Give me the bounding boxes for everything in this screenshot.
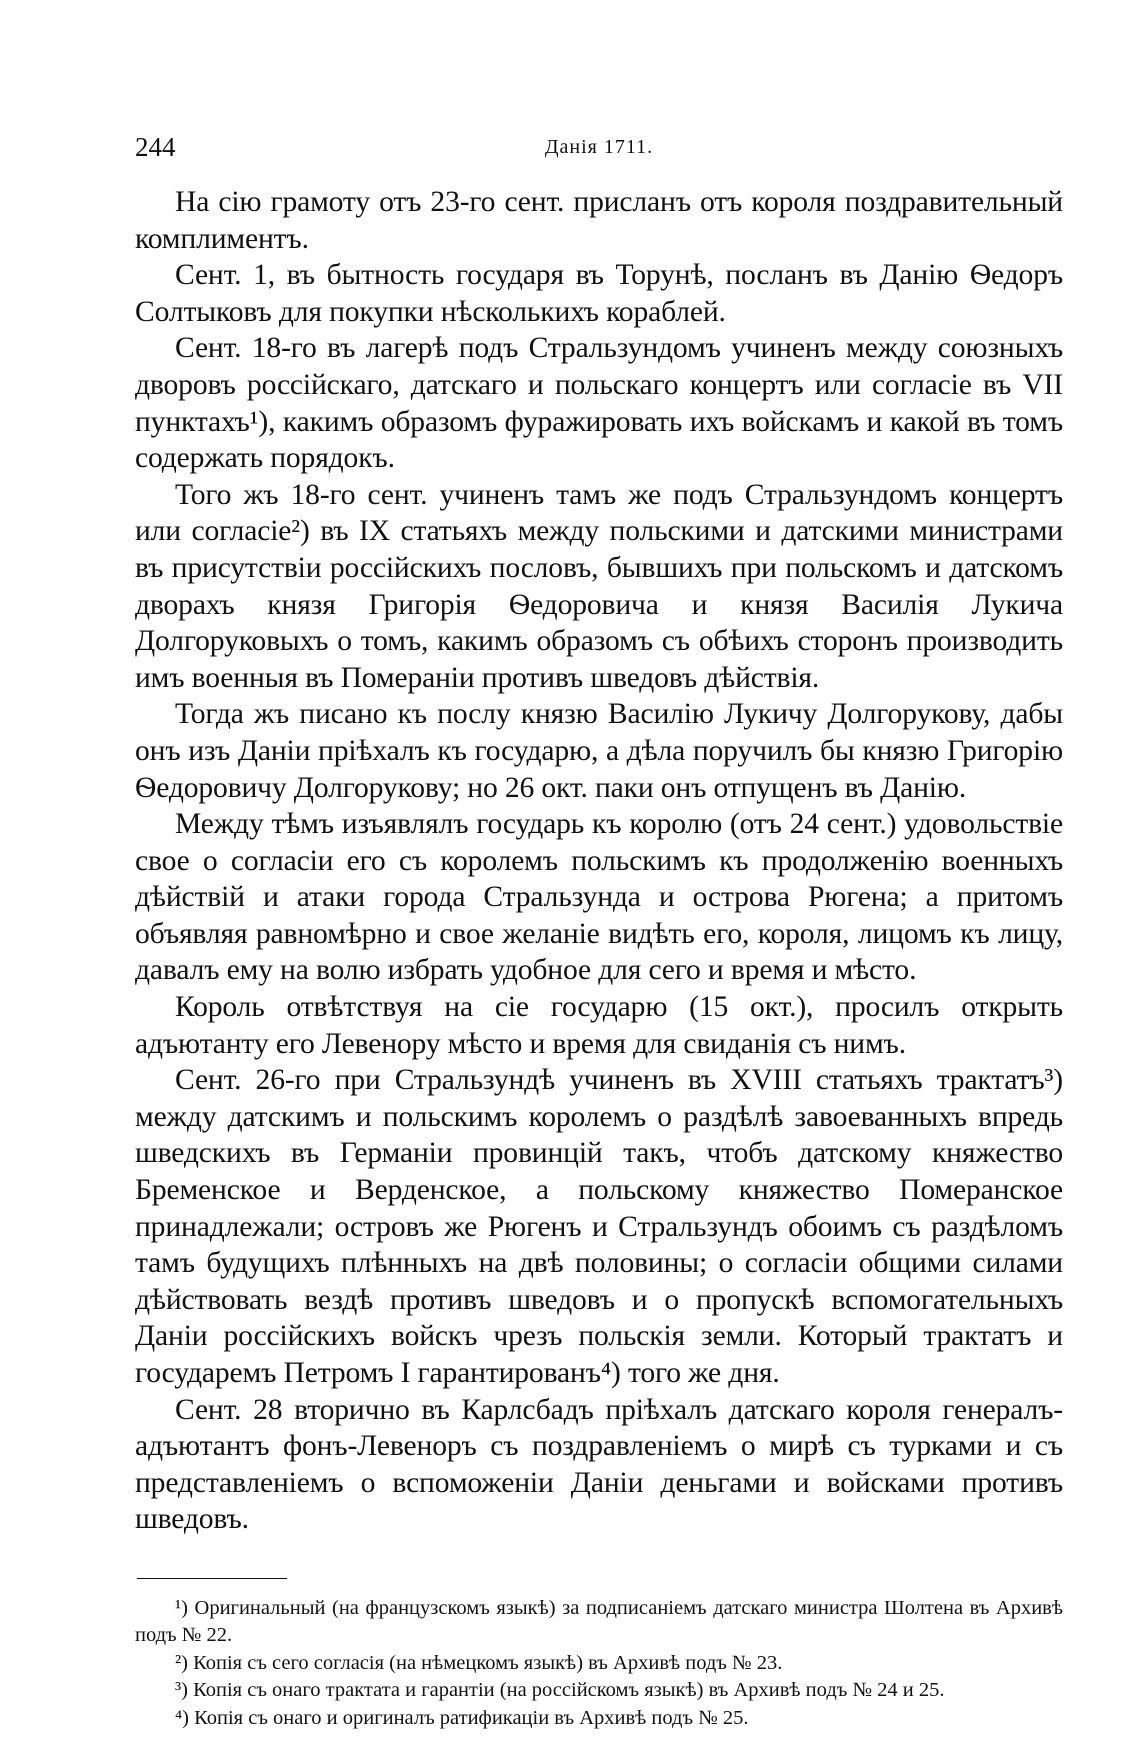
paragraph: На сію грамоту отъ 23-го сент. присланъ отъ короля поздравительный комплиментъ.	[135, 186, 1063, 255]
footnote: ⁴) Копія съ онаго и оригиналъ ратификаціи въ Архивѣ подъ № 25.	[175, 1706, 749, 1729]
footnote: ³) Копія съ онаго трактата и гарантіи (на россійскомъ языкѣ) въ Архивѣ подъ № 24 и 25.	[175, 1679, 945, 1702]
paragraph: Сент. 18-го въ лагерѣ подъ Стральзундомъ учиненъ между союзныхъ дворовъ россійскаго, датскаго и польскаго концертъ или согласіе въ VII пунктахъ¹), какимъ образомъ фуражировать ихъ войскамъ и какой въ томъ содержать порядокъ.	[135, 332, 1063, 475]
page-number: 244	[135, 132, 176, 162]
paragraph: Тогда жъ писано къ послу князю Василію Лукичу Долгорукову, дабы онъ изъ Даніи пріѣхалъ къ государю, а дѣла поручилъ бы князю Григорію Ѳедоровичу Долгорукову; но 26 окт. паки онъ отпущенъ въ Данію.	[135, 698, 1063, 804]
footnote: ¹) Оригинальный (на французскомъ языкѣ) за подписаніемъ датскаго министра Шолтена въ Архивѣ подъ № 22.	[135, 1596, 1063, 1647]
paragraph: Между тѣмъ изъявлялъ государь къ королю (отъ 24 сент.) удовольствіе свое о согласіи его съ королемъ польскимъ къ продолженію военныхъ дѣйствій и атаки города Стральзунда и острова Рюгена; а притомъ объявляя равномѣрно и свое желаніе видѣть его, короля, лицомъ къ лицу, давалъ ему на волю избрать удобное для сего и время и мѣсто.	[135, 808, 1063, 987]
running-head	[135, 132, 1063, 168]
body-text	[135, 184, 1063, 1538]
paragraph: Того жъ 18-го сент. учиненъ тамъ же подъ Стральзундомъ концертъ или согласіе²) въ IX статьяхъ между польскими и датскими министрами въ присутствіи россійскихъ пословъ, бывшихъ при польскомъ и датскомъ дворахъ князя Григорія Ѳедоровича и князя Василія Лукича Долгоруковыхъ о томъ, какимъ образомъ съ обѣихъ сторонъ производить имъ военныя въ Помераніи противъ шведовъ дѣйствія.	[135, 478, 1063, 694]
paragraph: Сент. 26-го при Стральзундѣ учиненъ въ XVIII статьяхъ трактатъ³) между датскимъ и польскимъ королемъ о раздѣлѣ завоеванныхъ впредь шведскихъ въ Германіи провинцій такъ, чтобъ датскому княжество Бременское и Верденское, а польскому княжество Померанское принадлежали; островъ же Рюгенъ и Стральзундъ обоимъ съ раздѣломъ тамъ будущихъ плѣнныхъ на двѣ половины; о согласіи общими силами дѣйствовать вездѣ противъ шведовъ и о пропускѣ вспомогательныхъ Даніи россійскихъ войскъ чрезъ польскія земли. Который трактатъ и государемъ Петромъ I гарантированъ⁴) того же дня.	[135, 1064, 1063, 1389]
running-title: Данія 1711.	[544, 136, 654, 158]
paragraph: Сент. 28 вторично въ Карлсбадъ пріѣхалъ датскаго короля генералъ-адъютантъ фонъ-Левеноръ съ поздравленіемъ о мирѣ съ турками и съ представленіемъ о вспоможеніи Даніи деньгами и войсками противъ шведовъ.	[135, 1393, 1063, 1536]
paragraph: Король отвѣтствуя на сіе государю (15 окт.), просилъ открыть адъютанту его Левенору мѣсто и время для свиданія съ нимъ.	[135, 991, 1063, 1060]
footnote-divider	[137, 1578, 287, 1579]
footnote: ²) Копія съ сего согласія (на нѣмецкомъ языкѣ) въ Архивѣ подъ № 23.	[175, 1651, 783, 1674]
footnotes	[135, 1595, 1063, 1733]
book-page	[135, 132, 1063, 1732]
paragraph: Сент. 1, въ бытность государя въ Торунѣ, посланъ въ Данію Ѳедоръ Солтыковъ для покупки нѣсколькихъ кораблей.	[135, 259, 1063, 328]
